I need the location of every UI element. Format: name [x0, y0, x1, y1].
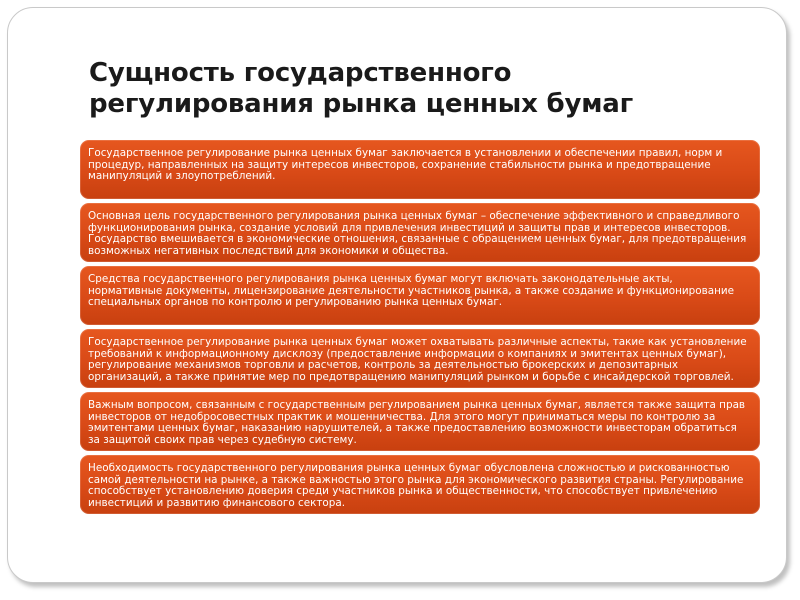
- content-block-text: Важным вопросом, связанным с государственным регулированием рынка ценных бумаг, является также защита прав инвесторов от недобросовестных практик и мошенничества. Для этого могут приниматься меры по контролю за эмитентами ценных бумаг, наказанию нарушителей, а также предоставлению возможности инвесторам обратиться за защитой своих прав через судебную систему.: [88, 399, 746, 446]
- content-block-text: Государственное регулирование рынка ценных бумаг заключается в установлении и обеспечении правил, норм и процедур, направленных на защиту интересов инвесторов, сохранение стабильности рынка и предотвращение манипуляций и злоупотреблений.: [88, 147, 723, 183]
- content-block-text: Средства государственного регулирования рынка ценных бумаг могут включать законодательные акты, нормативные документы, лицензирование деятельности участников рынка, а также создание и функционирование специальных органов по контролю и регулированию рынка ценных бумаг.: [88, 273, 735, 309]
- content-block-6: [80, 455, 760, 514]
- content-block-text: Основная цель государственного регулирования рынка ценных бумаг – обеспечение эффективного и справедливого функционирования рынка, создание условий для привлечения инвестиций и защиты прав и интересов инвесторов. Государство вмешивается в экономические отношения, связанные с обращением ценных бумаг, для предотвращения возможных негативных последствий для экономики и общества.: [88, 210, 747, 257]
- content-blocks: [80, 140, 760, 518]
- slide-title: Сущность государственного регулирования рынка ценных бумаг: [89, 58, 634, 119]
- content-block-1: [80, 140, 760, 199]
- content-block-3: [80, 266, 760, 325]
- content-block-5: [80, 392, 760, 451]
- content-block-4: [80, 329, 760, 388]
- content-block-2: [80, 203, 760, 262]
- content-block-text: Государственное регулирование рынка ценных бумаг может охватывать различные аспекты, такие как установление требований к информационному дисклозу (предоставление информации о компаниях и эмитентах ценных бумаг), регулирование механизмов торговли и расчетов, контроль за деятельностью брокерских и депозитарных организаций, а также принятие мер по предотвращению манипуляций рынком и борьбе с инсайдерской торговлей.: [88, 336, 747, 383]
- content-block-text: Необходимость государственного регулирования рынка ценных бумаг обусловлена сложностью и рискованностью самой деятельности на рынке, а также важностью этого рынка для экономического развития страны. Регулирование способствует установлению доверия среди участников рынка и общественности, что способствует привлечению инвестиций и развитию финансового сектора.: [88, 462, 744, 509]
